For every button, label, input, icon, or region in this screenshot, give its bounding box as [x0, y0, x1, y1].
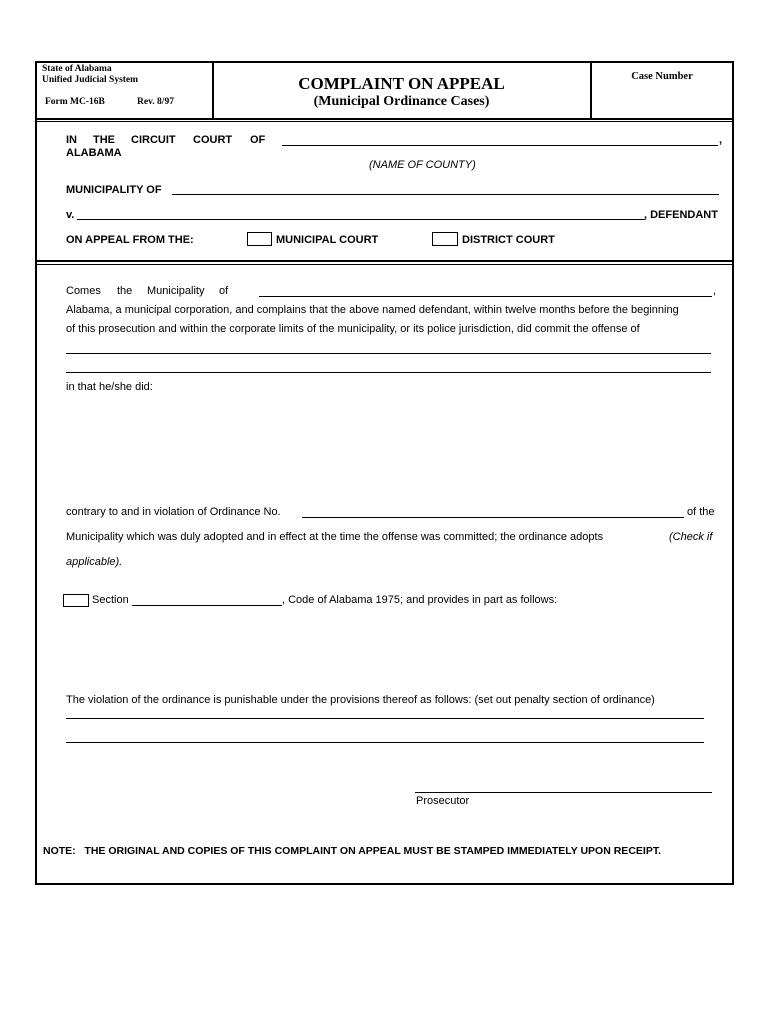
- county-field[interactable]: [282, 145, 718, 146]
- state-label: State of Alabama: [42, 64, 112, 74]
- municipality-label: MUNICIPALITY OF: [66, 184, 162, 196]
- ordinance-number-field[interactable]: [302, 517, 684, 518]
- paragraph-line-3: of this prosecution and within the corporate limits of the municipality, or its police jurisdiction, did commit the offense of: [66, 323, 640, 335]
- county-comma: ,: [719, 134, 723, 146]
- comes-municipality: Municipality: [147, 285, 205, 297]
- offense-field-2[interactable]: [66, 372, 711, 373]
- comes-the: the: [117, 285, 133, 297]
- applicable-label: applicable).: [66, 556, 123, 568]
- penalty-text: The violation of the ordinance is punishable under the provisions thereof as follows: (set out penalty section of ordinance): [66, 694, 655, 706]
- form-revision: Rev. 8/97: [137, 97, 174, 107]
- caption-state: ALABAMA: [66, 147, 122, 159]
- defendant-label: , DEFENDANT: [644, 209, 718, 221]
- case-number-field[interactable]: [600, 88, 725, 114]
- caption-the: THE: [93, 134, 115, 146]
- header-bottom-rule-2: [36, 121, 733, 122]
- case-number-label: Case Number: [631, 71, 693, 82]
- caption-circuit: CIRCUIT: [131, 134, 176, 146]
- comes-word: Comes: [66, 285, 101, 297]
- penalty-field-1[interactable]: [66, 718, 704, 719]
- check-if-label: (Check if: [669, 531, 713, 543]
- county-hint: (NAME OF COUNTY): [369, 159, 476, 171]
- district-court-label: DISTRICT COURT: [462, 234, 555, 246]
- paragraph-line-2: Alabama, a municipal corporation, and complains that the above named defendant, within twelve months before the beginning: [66, 304, 679, 316]
- section-text-area[interactable]: [66, 614, 711, 684]
- caption-of: OF: [250, 134, 266, 146]
- form-title: COMPLAINT ON APPEAL: [298, 74, 505, 93]
- defendant-field[interactable]: [77, 219, 645, 220]
- versus-label: v.: [66, 209, 75, 221]
- comes-of: of: [219, 285, 229, 297]
- section-number-field[interactable]: [132, 605, 282, 606]
- municipal-court-label: MUNICIPAL COURT: [276, 234, 379, 246]
- caption-bottom-rule-2: [36, 264, 733, 265]
- comes-municipality-field[interactable]: [259, 296, 712, 297]
- comes-comma: ,: [713, 285, 717, 297]
- adopted-line: Municipality which was duly adopted and in effect at the time the offense was committed; the ordinance adopts: [66, 531, 604, 543]
- of-the-label: of the: [687, 506, 715, 518]
- section-checkbox[interactable]: [63, 594, 89, 607]
- prosecutor-signature-field[interactable]: [415, 792, 712, 793]
- contrary-label: contrary to and in violation of Ordinance No.: [66, 506, 281, 518]
- form-subtitle: (Municipal Ordinance Cases): [313, 94, 490, 109]
- municipality-field[interactable]: [172, 194, 719, 195]
- caption-court: COURT: [193, 134, 233, 146]
- form-number: Form MC-16B: [45, 97, 105, 107]
- penalty-field-2[interactable]: [66, 742, 704, 743]
- stamp-note: NOTE: THE ORIGINAL AND COPIES OF THIS COMPLAINT ON APPEAL MUST BE STAMPED IMMEDIATELY UPON RECEIPT.: [43, 845, 661, 857]
- section-label: Section: [92, 594, 129, 606]
- offense-description-area[interactable]: [66, 398, 711, 493]
- prosecutor-label: Prosecutor: [416, 795, 470, 807]
- header-bottom-rule: [36, 118, 733, 120]
- judicial-system-label: Unified Judicial System: [42, 75, 139, 85]
- caption-bottom-rule: [36, 260, 733, 262]
- caption-in: IN: [66, 134, 77, 146]
- appeal-label: ON APPEAL FROM THE:: [66, 234, 194, 246]
- in-that-label: in that he/she did:: [66, 381, 153, 393]
- code-of-alabama-text: , Code of Alabama 1975; and provides in part as follows:: [282, 594, 558, 606]
- district-court-checkbox[interactable]: [432, 232, 458, 246]
- municipal-court-checkbox[interactable]: [247, 232, 272, 246]
- offense-field-1[interactable]: [66, 353, 711, 354]
